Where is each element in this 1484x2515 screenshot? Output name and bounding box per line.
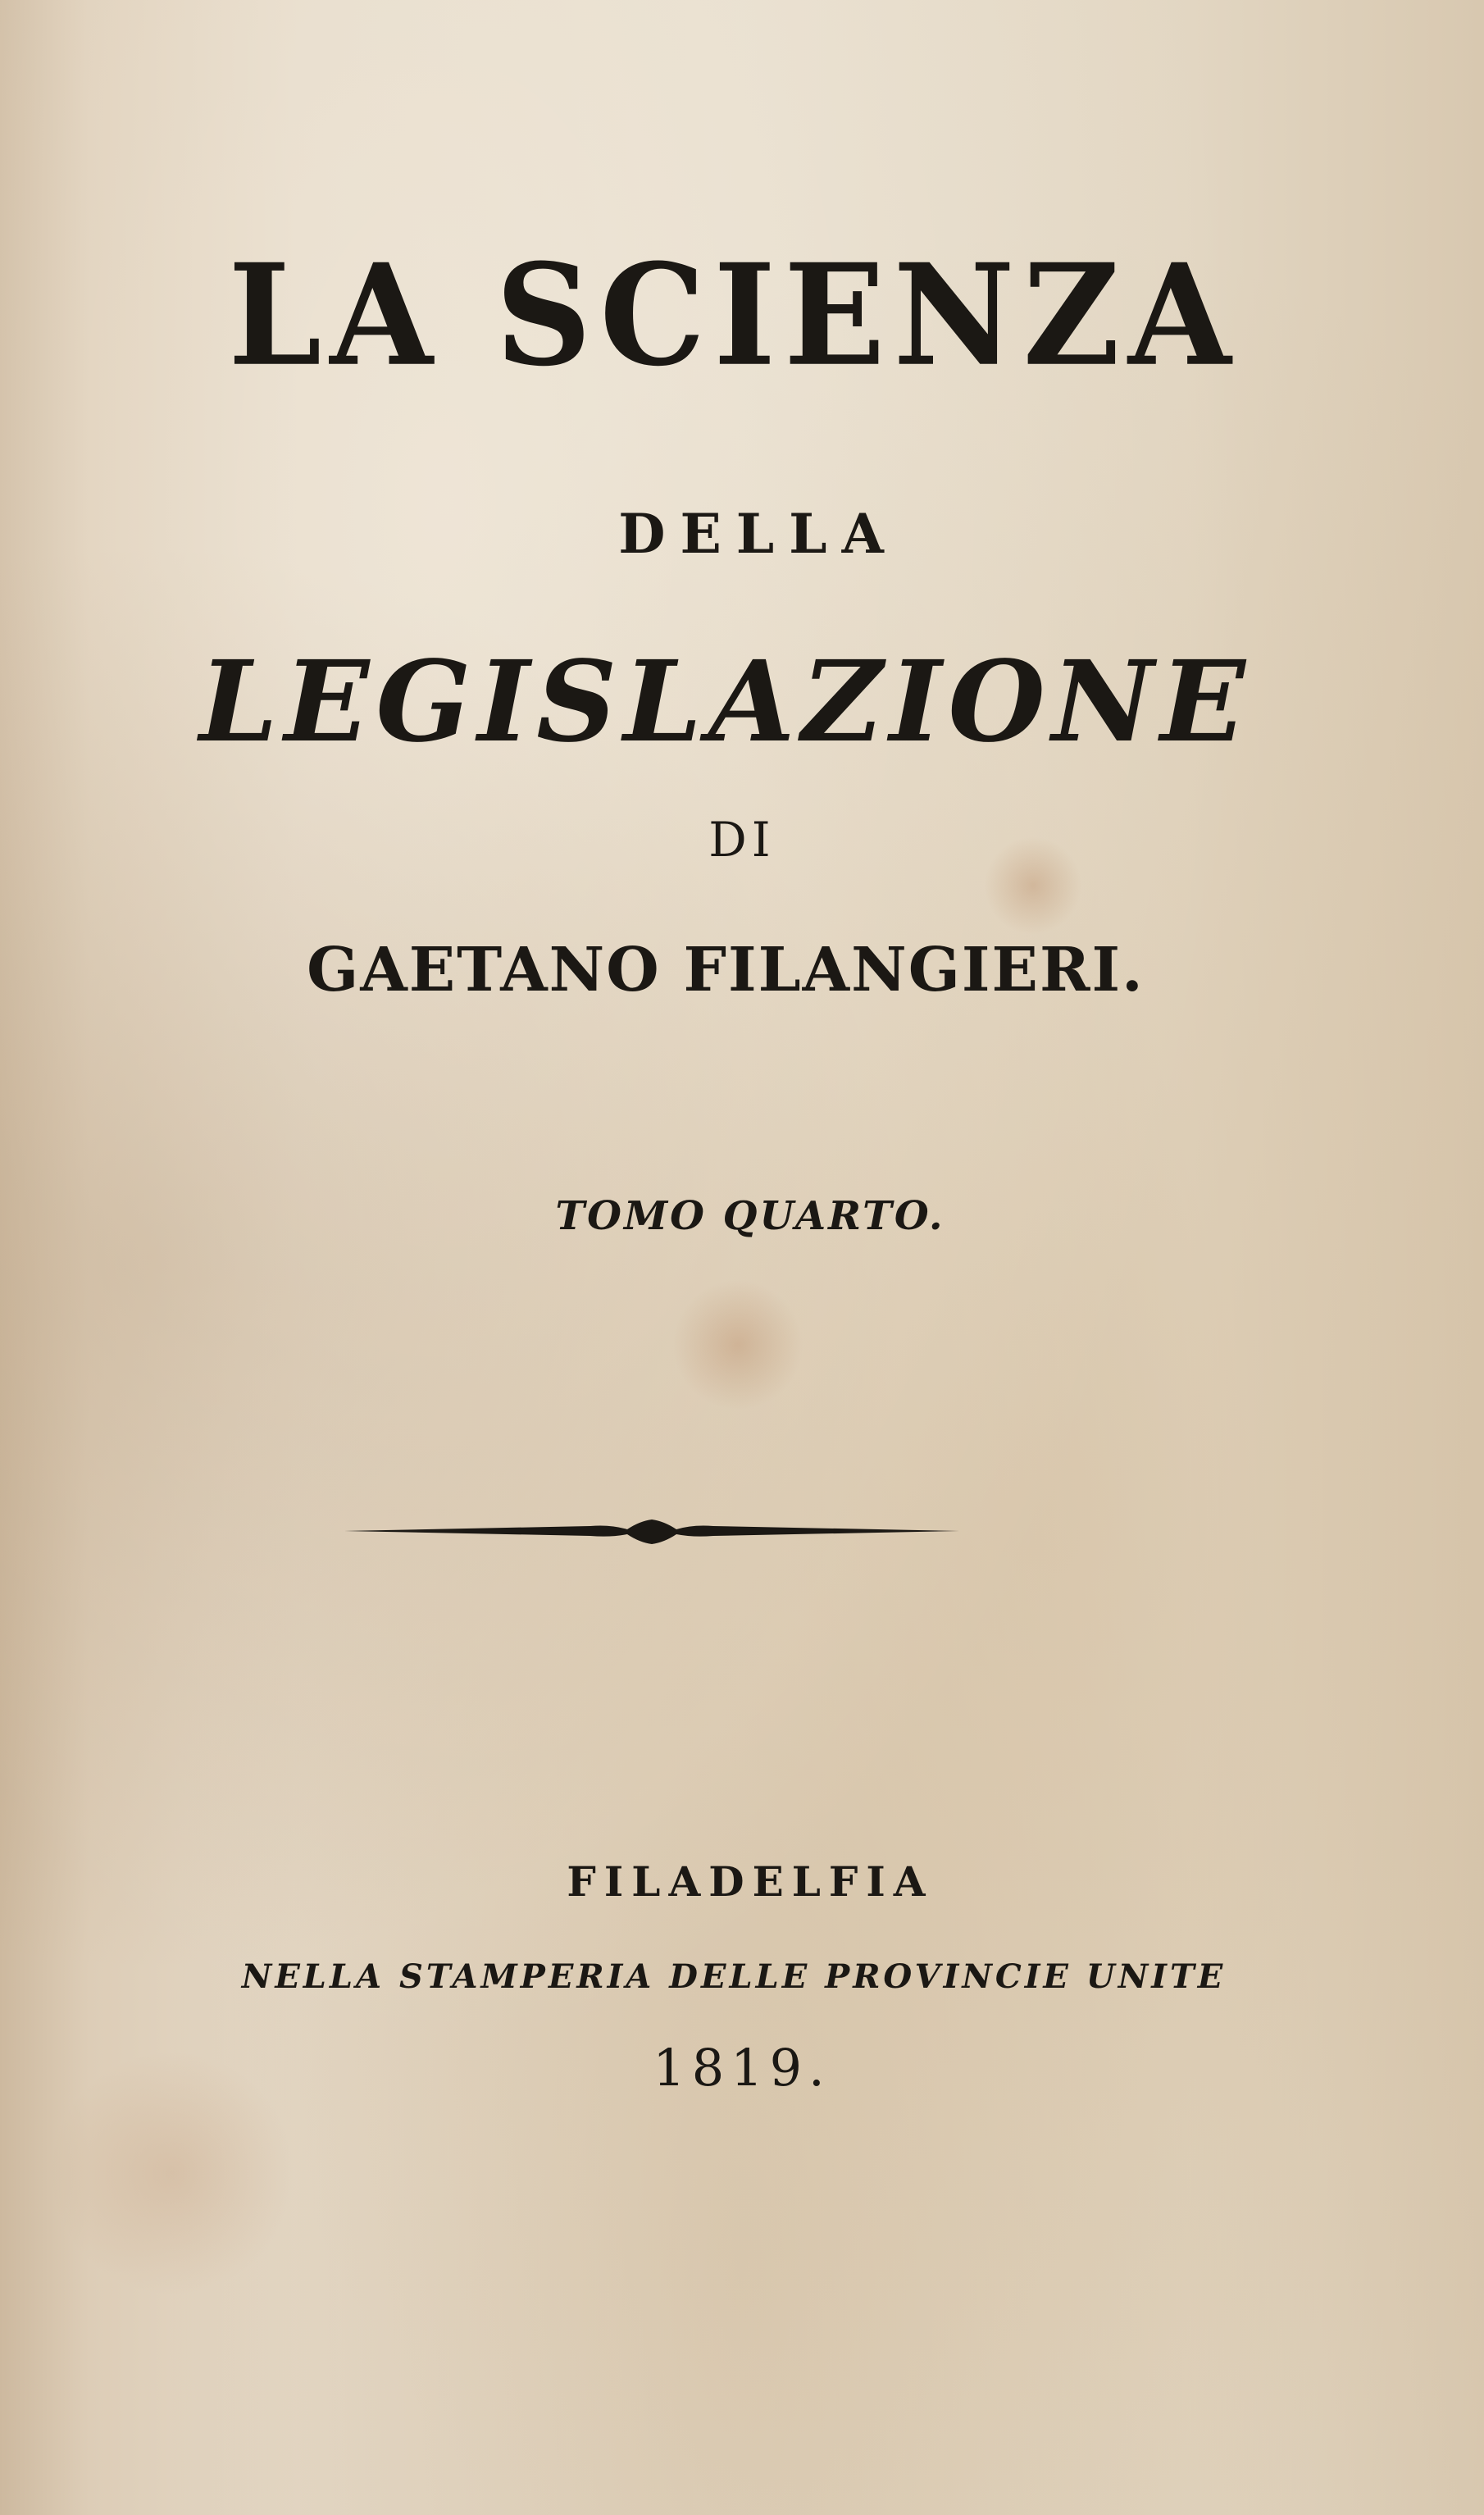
author-preposition: DI [708,812,776,868]
title-connector: DELLA [618,502,899,566]
paper-stain [672,1279,803,1410]
imprint-year: 1819. [653,2038,831,2098]
imprint-printer: NELLA STAMPERIA DELLE PROVINCIE UNITE [241,1957,1227,1996]
book-subject: LEGISLAZIONE [199,636,1252,768]
author-name: GAETANO FILANGIERI. [307,935,1145,1005]
imprint-place: FILADELFIA [567,1857,934,1906]
horizontal-rule-ornament-icon [344,1513,959,1551]
book-title: LA SCIENZA [228,234,1240,398]
volume-label: TOMO QUARTO. [555,1193,945,1239]
